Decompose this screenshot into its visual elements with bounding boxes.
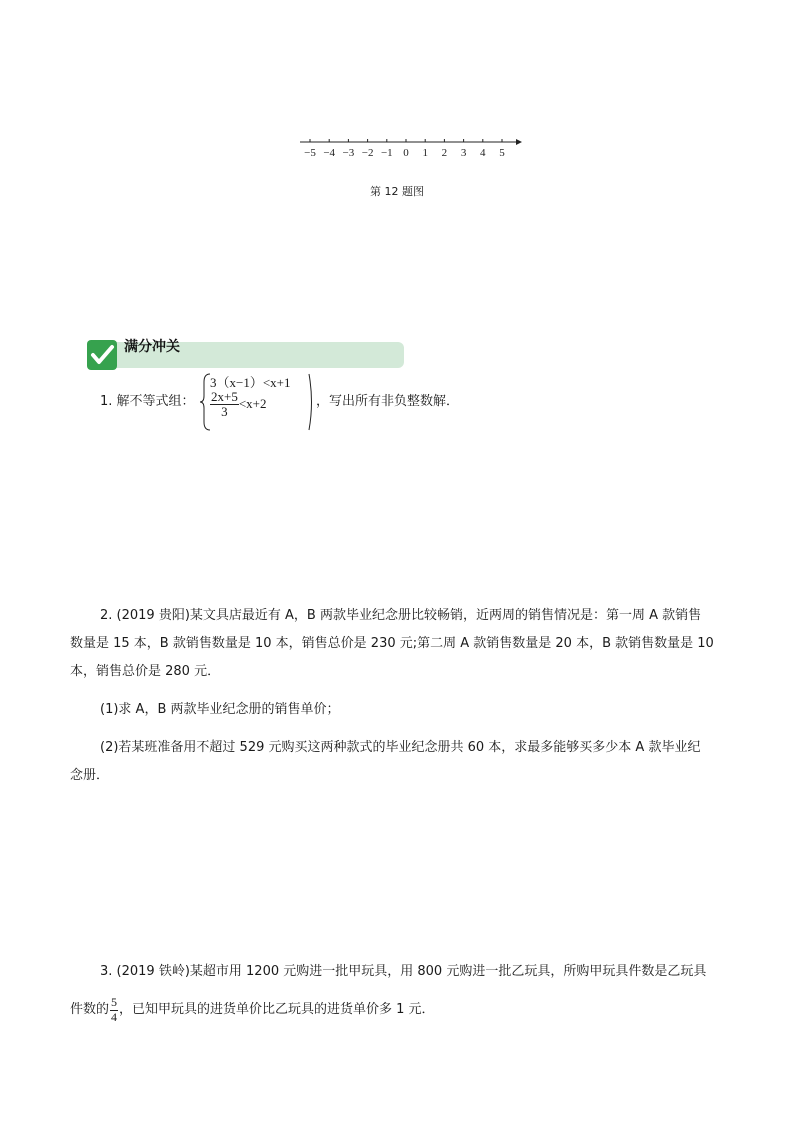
checkmark-icon <box>87 340 117 370</box>
q3-fraction <box>110 996 118 1023</box>
q2-sub2-line2: 念册． <box>70 768 110 783</box>
right-paren-icon <box>308 372 316 432</box>
q1-eq2-denominator: 3 <box>221 404 228 420</box>
q2-line3: 本，销售总价是 280 元． <box>70 664 221 679</box>
number-line-tick-label: 1 <box>422 147 428 159</box>
q3-fraction-numerator: 5 <box>111 995 118 1010</box>
number-line-tick-label: −5 <box>304 147 316 159</box>
number-line-tick-label: 2 <box>441 147 448 159</box>
q3-line2-pre: 件数的 <box>70 1002 110 1017</box>
q1-eq2-rest: <x+2 <box>238 395 267 411</box>
number-line-arrow <box>516 139 522 145</box>
number-line-tick-label: 3 <box>460 147 467 159</box>
q1-eq2 <box>210 390 267 420</box>
q1-prefix: 1. 解不等式组： <box>100 394 195 409</box>
q2-line2: 数量是 15 本，B 款销售数量是 10 本，销售总价是 230 元;第二周 A 款销售数量是 20 本，B 款销售数量是 10 <box>70 636 714 651</box>
figure-caption: 第 12 题图 <box>370 185 424 198</box>
q1-suffix: ，写出所有非负整数解． <box>316 394 460 409</box>
number-line-figure <box>296 136 524 162</box>
number-line-tick-label: −2 <box>361 147 374 159</box>
number-line-tick-label: −1 <box>380 147 393 159</box>
q1-inequality-system <box>200 372 318 432</box>
q3-line1: 3. (2019 铁岭)某超市用 1200 元购进一批甲玩具，用 800 元购进一批乙玩具，所购甲玩具件数是乙玩具 <box>100 964 707 979</box>
q2-line1: 2. (2019 贵阳)某文具店最近有 A，B 两款毕业纪念册比较畅销，近两周的销售情况是：第一周 A 款销售 <box>100 608 702 623</box>
number-line-tick-label: 4 <box>480 147 486 159</box>
section-title: 满分冲关 <box>124 339 180 355</box>
number-line-tick-label: 0 <box>403 147 409 159</box>
q2-sub1: (1)求 A，B 两款毕业纪念册的销售单价； <box>100 702 340 717</box>
q2-sub2-line1: (2)若某班准备用不超过 529 元购买这两种款式的毕业纪念册共 60 本，求最多能够买多少本 A 款毕业纪 <box>100 740 701 755</box>
q1-eq2-numerator: 2x+5 <box>211 389 238 404</box>
number-line-tick-label: −3 <box>342 147 355 159</box>
q3-line2 <box>70 996 435 1024</box>
q1-eq2-fraction <box>210 390 239 420</box>
q3-fraction-denominator: 4 <box>111 1009 118 1024</box>
q1-eq1: 3（x−1）<x+1 <box>210 375 291 390</box>
number-line-tick-label: 5 <box>499 147 505 159</box>
q3-line2-post: ，已知甲玩具的进货单价比乙玩具的进货单价多 1 元． <box>119 1002 435 1017</box>
number-line-tick-label: −4 <box>323 147 336 159</box>
